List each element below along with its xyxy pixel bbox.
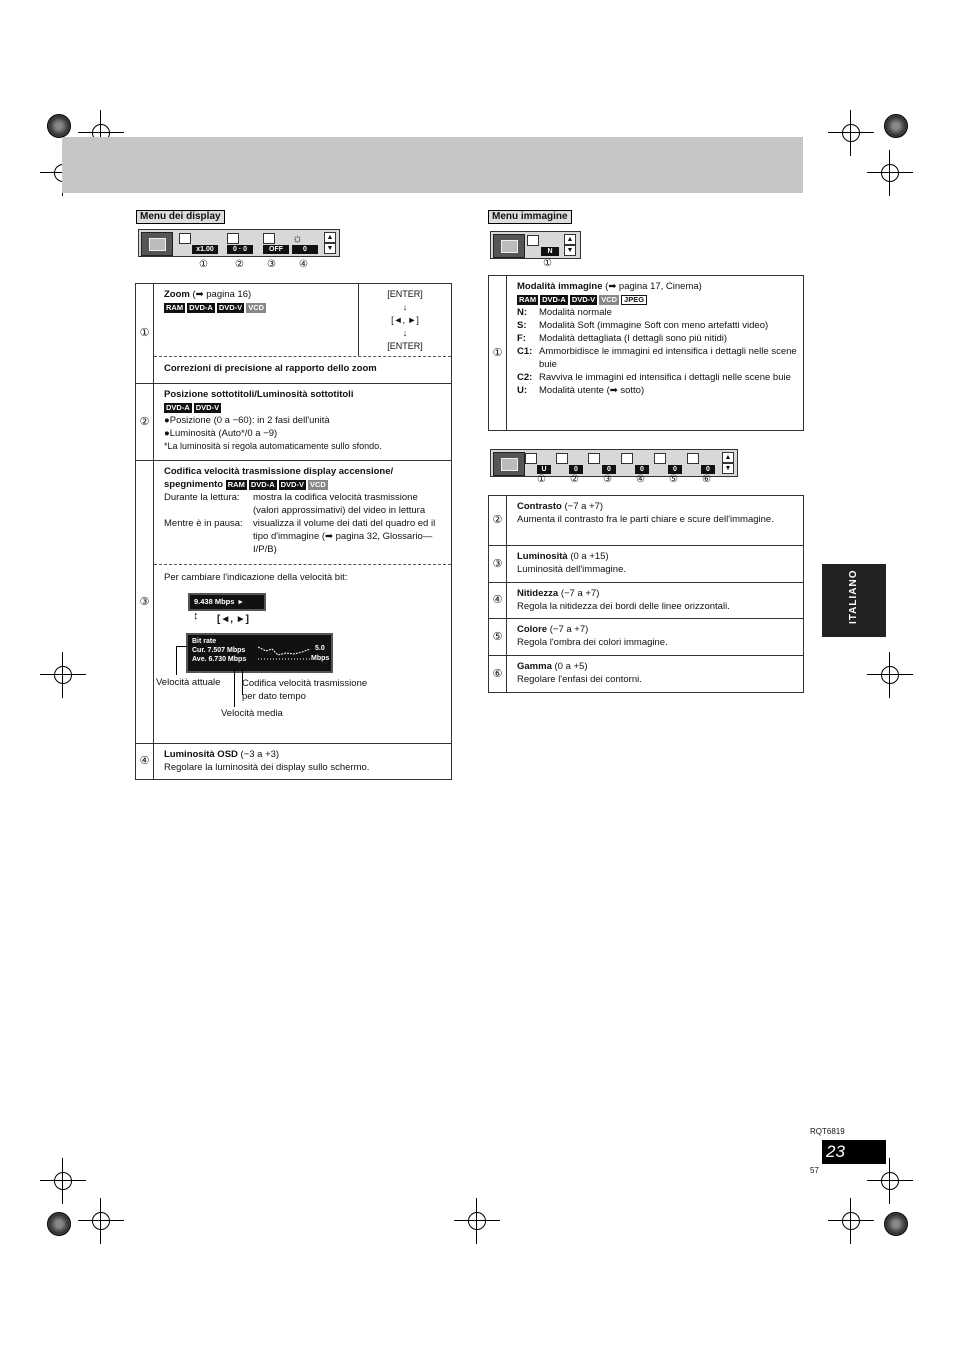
arrow-down-icon: ▼ [324,243,336,254]
gamma-icon [687,453,699,464]
mode-desc: Ravviva le immagini ed intensifica i dettagli nelle scene buie [539,372,791,383]
zoom-sub: Correzioni di precisione al rapporto dello zoom [154,356,451,383]
badge-jpeg: JPEG [621,295,647,305]
language-label: ITALIANO [848,569,859,624]
screen-thumbnail-icon [493,234,525,258]
zoom-icon [179,233,191,244]
badge-vcd: VCD [601,295,618,304]
down-arrow: ↓ [402,328,408,338]
contrast-icon [556,453,568,464]
bitrate-short-display: 9.438 Mbps ▸ [188,593,266,611]
callout: ③ [603,474,612,485]
mode-key: F: [517,333,526,344]
sharpness-icon [621,453,633,464]
average-rate: Ave. 6.730 Mbps [192,656,247,663]
bullet-line: ●Posizione (0 a −60): in 2 fasi dell'unità [164,415,330,426]
arrow-up-icon: ▲ [564,234,576,245]
range: (−7 a +7) [560,588,600,599]
osd-value: OFF [263,245,289,254]
leader-line [176,646,187,675]
desc-key: Durante la lettura: [164,492,240,503]
label-actual-rate: Velocità attuale [156,677,221,688]
colour-title: Colore [517,624,548,635]
osd-brightness-title: Luminosità OSD [164,749,238,760]
mode-key: C1: [517,346,533,357]
bitrate-graph-title: Bit rate [192,638,217,645]
mode-key: S: [517,320,527,331]
arrow-up-icon: ▲ [324,232,336,243]
row-number: ④ [489,583,507,619]
key-label: [◄, ►] [391,315,419,325]
callout: ③ [267,259,276,270]
bullet-line: ●Luminosità (Auto*/0 a −9) [164,428,278,439]
row-number: ④ [136,744,154,780]
registration-disc [884,1212,908,1236]
row-number: ② [136,384,154,461]
bitrate-title-2: spegnimento [164,479,224,490]
range: (−3 a +3) [240,749,280,760]
label-average-rate: Velocità media [221,708,283,719]
bitrate-value: 9.438 Mbps [194,597,235,606]
crop-mark [836,118,866,148]
model-number: RQT6819 [810,1127,845,1136]
page-ref: (➡ pagina 16) [192,289,252,300]
bitrate-icon [263,233,275,244]
osd-value: 0 [602,465,616,474]
display-menu-table [135,283,452,780]
contrast-title: Contrasto [517,501,562,512]
key-label: [ENTER] [387,341,423,351]
key-label: [◄, ►] [217,614,250,625]
user-picture-osd [490,449,738,477]
osd-value: x1.00 [192,245,218,254]
mode-desc: Modalità utente (➡ sotto) [539,385,645,396]
picture-mode-table [488,275,804,431]
badge-dvd-a: DVD-A [542,295,566,304]
range: (−7 a +7) [549,624,589,635]
description: Regola la nitidezza dei bordi delle linee orizzontali. [517,601,730,612]
colour-icon [654,453,666,464]
crop-mark [836,1206,866,1236]
scale-label: 5.0 [315,645,325,652]
bitrate-graph-line [258,643,310,663]
badge-ram: RAM [227,480,245,489]
crop-mark [462,1206,492,1236]
screen-thumbnail-icon [141,232,173,256]
callout: ⑥ [702,474,711,485]
registration-disc [47,1212,71,1236]
crop-mark [48,660,78,690]
down-arrow: ↓ [402,302,408,312]
description: Luminosità dell'immagine. [517,564,627,575]
brightness-sun-icon: ☼ [292,231,303,245]
crop-mark [875,660,905,690]
language-side-tab [822,564,886,637]
desc-value: visualizza il volume dei dati del quadro ed il tipo d'immagine (➡ pagina 32, Glossario—I/P/B) [253,518,436,555]
description: Regolare l'enfasi dei contorni. [517,674,642,685]
up-down-arrow: ↕ [193,610,199,622]
row-number: ③ [136,461,154,744]
arrow-down-icon: ▼ [564,245,576,256]
subtitle-title: Posizione sottotitoli/Luminosità sottotitoli [164,389,354,400]
osd-value: 0 · 0 [227,245,253,254]
mode-key: C2: [517,372,533,383]
crop-mark [875,158,905,188]
osd-value: 0 [569,465,583,474]
mode-desc: Modalità dettagliata (I dettagli sono più nitidi) [539,333,728,344]
row-number: ⑤ [489,619,507,656]
osd-value: 0 [668,465,682,474]
badge-ram: RAM [166,303,184,312]
badge-dvd-v: DVD-V [218,303,243,312]
callout: ① [199,259,208,270]
picture-mode-icon [527,235,539,246]
callout: ④ [636,474,645,485]
scale-unit: Mbps [311,655,330,662]
subtitle-position-icon [227,233,239,244]
display-menu-osd [138,229,340,257]
brightness-title: Luminosità [517,551,568,562]
user-picture-table [488,495,804,693]
osd-value: 0 [635,465,649,474]
mode-desc: Ammorbidisce le immagini ed intensifica i dettagli nelle scene buie [539,346,797,370]
crop-mark [875,1166,905,1196]
callout: ① [537,474,546,485]
callout: ④ [299,259,308,270]
mode-desc: Modalità normale [539,307,612,318]
badge-dvd-v: DVD-V [280,480,304,489]
arrow-down-icon: ▼ [722,463,734,474]
change-instruction: Per cambiare l'indicazione della velocità bit: [164,572,348,583]
description: Regola l'ombra dei colori immagine. [517,637,668,648]
current-rate: Cur. 7.507 Mbps [192,647,246,654]
row-number: ⑥ [489,656,507,693]
registration-disc [47,114,71,138]
bitrate-graph-display [186,633,333,673]
badge-vcd: VCD [248,303,265,312]
label-codifica-2: per dato tempo [242,691,306,702]
brightness-icon [588,453,600,464]
badge-vcd: VCD [309,480,326,489]
page-sub-number: 57 [810,1166,819,1175]
row-number: ① [136,284,154,384]
arrow-up-icon: ▲ [722,452,734,463]
mode-key: N: [517,307,528,318]
mode-key: U: [517,385,528,396]
section-label-picture-menu: Menu immagine [488,210,572,224]
osd-value: 0 [292,245,318,254]
badge-dvd-v: DVD-V [571,295,596,304]
footnote: *La luminosità si regola automaticamente sullo sfondo. [164,441,382,451]
badge-dvd-a: DVD-A [189,303,213,312]
description: Aumenta il contrasto fra le parti chiare e scure dell'immagine. [517,514,774,525]
row-number: ③ [489,546,507,583]
section-label-display-menu: Menu dei display [136,210,225,224]
page-ref: (➡ pagina 17, Cinema) [605,281,702,292]
desc-value: mostra la codifica velocità trasmissione (valori approssimativi) del video in lettura [253,492,426,516]
osd-value: U [537,465,551,474]
range: (0 a +5) [554,661,588,672]
key-label: [ENTER] [387,289,423,299]
row-number: ② [489,496,507,546]
callout: ② [235,259,244,270]
page-number: 23 [822,1140,886,1164]
callout: ② [570,474,579,485]
badge-dvd-a: DVD-A [250,480,275,489]
badge-dvd-a: DVD-A [166,403,190,412]
callout: ⑤ [669,474,678,485]
bitrate-title: Codifica velocità trasmissione display accensione/ [164,466,394,477]
picture-mode-icon [525,453,537,464]
range: (0 a +15) [570,551,609,562]
zoom-title: Zoom [164,289,190,300]
desc-key: Mentre è in pausa: [164,518,243,529]
picture-mode-title: Modalità immagine [517,281,603,292]
gamma-title: Gamma [517,661,552,672]
picture-menu-osd [490,231,581,259]
crop-mark [86,1206,116,1236]
row-number: ① [489,276,507,431]
osd-value: 0 [701,465,715,474]
osd-value: N [541,247,559,256]
range: (−7 a +7) [564,501,604,512]
label-codifica: Codifica velocità trasmissione [242,678,368,689]
sharpness-title: Nitidezza [517,588,559,599]
callout: ① [543,258,552,269]
description: Regolare la luminosità dei display sullo schermo. [164,762,370,773]
registration-disc [884,114,908,138]
screen-thumbnail-icon [493,452,525,476]
badge-ram: RAM [519,295,537,304]
crop-mark [48,1166,78,1196]
mode-desc: Modalità Soft (immagine Soft con meno artefatti video) [539,320,769,331]
badge-dvd-v: DVD-V [195,403,220,412]
header-band [62,137,803,193]
leader-line [234,669,235,707]
